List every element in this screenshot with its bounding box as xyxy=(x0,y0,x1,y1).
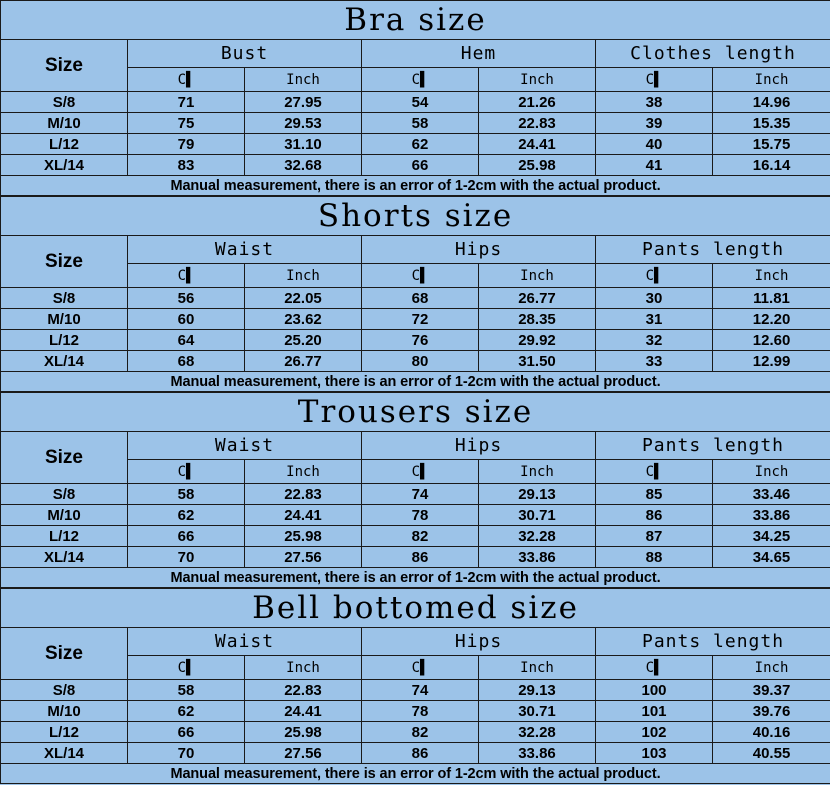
inch-value-cell: 33.86 xyxy=(713,505,830,526)
column-group-pants-length: Pants length xyxy=(596,236,830,264)
cm-value-cell: 39 xyxy=(596,113,713,134)
inch-value-cell: 33.86 xyxy=(479,743,596,764)
cm-value-cell: 56 xyxy=(128,288,245,309)
measurement-note: Manual measurement, there is an error of 1-2cm with the actual product. xyxy=(1,176,830,196)
inch-value-cell: 11.81 xyxy=(713,288,830,309)
inch-value-cell: 22.83 xyxy=(245,680,362,701)
table-row xyxy=(1,134,830,155)
table-row xyxy=(1,505,830,526)
column-group-hips: Hips xyxy=(362,236,596,264)
inch-value-cell: 24.41 xyxy=(479,134,596,155)
cm-value-cell: 58 xyxy=(128,680,245,701)
section-title-row xyxy=(1,589,830,628)
trousers-size-title: Trousers size xyxy=(1,393,830,432)
size-cell: S/8 xyxy=(1,288,128,309)
inch-value-cell: 15.35 xyxy=(713,113,830,134)
inch-value-cell: 12.99 xyxy=(713,351,830,372)
cm-value-cell: 68 xyxy=(362,288,479,309)
unit-cm: C▌ xyxy=(596,656,713,680)
inch-value-cell: 25.20 xyxy=(245,330,362,351)
shorts-size-table xyxy=(0,196,830,392)
unit-cm: C▌ xyxy=(596,460,713,484)
table-row xyxy=(1,526,830,547)
header-row xyxy=(1,40,830,68)
bell-bottomed-size-table xyxy=(0,588,830,784)
inch-value-cell: 21.26 xyxy=(479,92,596,113)
inch-value-cell: 22.83 xyxy=(245,484,362,505)
shorts-size-title: Shorts size xyxy=(1,197,830,236)
unit-inch: Inch xyxy=(479,460,596,484)
column-group-hem: Hem xyxy=(362,40,596,68)
inch-value-cell: 22.05 xyxy=(245,288,362,309)
bell-bottomed-size-title: Bell bottomed size xyxy=(1,589,830,628)
inch-value-cell: 26.77 xyxy=(245,351,362,372)
inch-value-cell: 31.10 xyxy=(245,134,362,155)
section-title-row xyxy=(1,197,830,236)
cm-value-cell: 60 xyxy=(128,309,245,330)
cm-value-cell: 41 xyxy=(596,155,713,176)
measurement-note: Manual measurement, there is an error of 1-2cm with the actual product. xyxy=(1,764,830,784)
cm-value-cell: 79 xyxy=(128,134,245,155)
note-row xyxy=(1,372,830,392)
table-row xyxy=(1,743,830,764)
cm-value-cell: 38 xyxy=(596,92,713,113)
table-row xyxy=(1,484,830,505)
size-cell: XL/14 xyxy=(1,547,128,568)
cm-value-cell: 54 xyxy=(362,92,479,113)
table-row xyxy=(1,330,830,351)
cm-value-cell: 62 xyxy=(128,505,245,526)
cm-value-cell: 100 xyxy=(596,680,713,701)
cm-value-cell: 62 xyxy=(128,701,245,722)
inch-value-cell: 39.37 xyxy=(713,680,830,701)
unit-cm: C▌ xyxy=(128,460,245,484)
inch-value-cell: 39.76 xyxy=(713,701,830,722)
inch-value-cell: 12.60 xyxy=(713,330,830,351)
size-cell: L/12 xyxy=(1,134,128,155)
cm-value-cell: 58 xyxy=(362,113,479,134)
unit-inch: Inch xyxy=(713,460,830,484)
inch-value-cell: 33.86 xyxy=(479,547,596,568)
cm-value-cell: 71 xyxy=(128,92,245,113)
inch-value-cell: 40.55 xyxy=(713,743,830,764)
cm-value-cell: 33 xyxy=(596,351,713,372)
cm-value-cell: 86 xyxy=(362,547,479,568)
bra-size-title: Bra size xyxy=(1,1,830,40)
inch-value-cell: 27.56 xyxy=(245,547,362,568)
cm-value-cell: 66 xyxy=(362,155,479,176)
inch-value-cell: 40.16 xyxy=(713,722,830,743)
cm-value-cell: 88 xyxy=(596,547,713,568)
size-cell: M/10 xyxy=(1,505,128,526)
cm-value-cell: 85 xyxy=(596,484,713,505)
column-group-pants-length: Pants length xyxy=(596,628,830,656)
size-cell: S/8 xyxy=(1,484,128,505)
inch-value-cell: 29.13 xyxy=(479,680,596,701)
table-row xyxy=(1,309,830,330)
inch-value-cell: 34.65 xyxy=(713,547,830,568)
inch-value-cell: 33.46 xyxy=(713,484,830,505)
unit-inch: Inch xyxy=(245,460,362,484)
cm-value-cell: 82 xyxy=(362,722,479,743)
unit-cm: C▌ xyxy=(362,264,479,288)
inch-value-cell: 12.20 xyxy=(713,309,830,330)
table-row xyxy=(1,701,830,722)
inch-value-cell: 16.14 xyxy=(713,155,830,176)
size-cell: S/8 xyxy=(1,92,128,113)
cm-value-cell: 74 xyxy=(362,484,479,505)
cm-value-cell: 78 xyxy=(362,505,479,526)
inch-value-cell: 14.96 xyxy=(713,92,830,113)
cm-value-cell: 64 xyxy=(128,330,245,351)
cm-value-cell: 101 xyxy=(596,701,713,722)
size-cell: L/12 xyxy=(1,330,128,351)
table-row xyxy=(1,547,830,568)
table-row xyxy=(1,155,830,176)
cm-value-cell: 80 xyxy=(362,351,479,372)
size-column-header: Size xyxy=(1,432,128,484)
size-column-header: Size xyxy=(1,236,128,288)
cm-value-cell: 83 xyxy=(128,155,245,176)
cm-value-cell: 76 xyxy=(362,330,479,351)
cm-value-cell: 66 xyxy=(128,526,245,547)
cm-value-cell: 87 xyxy=(596,526,713,547)
cm-value-cell: 70 xyxy=(128,743,245,764)
inch-value-cell: 32.68 xyxy=(245,155,362,176)
cm-value-cell: 70 xyxy=(128,547,245,568)
column-group-bust: Bust xyxy=(128,40,362,68)
inch-value-cell: 29.92 xyxy=(479,330,596,351)
table-row xyxy=(1,680,830,701)
size-cell: M/10 xyxy=(1,701,128,722)
size-cell: XL/14 xyxy=(1,743,128,764)
cm-value-cell: 86 xyxy=(362,743,479,764)
size-column-header: Size xyxy=(1,628,128,680)
cm-value-cell: 82 xyxy=(362,526,479,547)
unit-inch: Inch xyxy=(713,264,830,288)
unit-cm: C▌ xyxy=(128,656,245,680)
inch-value-cell: 30.71 xyxy=(479,505,596,526)
unit-inch: Inch xyxy=(245,68,362,92)
unit-cm: C▌ xyxy=(128,264,245,288)
size-cell: L/12 xyxy=(1,722,128,743)
table-row xyxy=(1,288,830,309)
unit-cm: C▌ xyxy=(128,68,245,92)
cm-value-cell: 72 xyxy=(362,309,479,330)
table-row xyxy=(1,113,830,134)
cm-value-cell: 74 xyxy=(362,680,479,701)
unit-cm: C▌ xyxy=(596,68,713,92)
column-group-hips: Hips xyxy=(362,432,596,460)
inch-value-cell: 31.50 xyxy=(479,351,596,372)
unit-inch: Inch xyxy=(245,264,362,288)
unit-cm: C▌ xyxy=(362,460,479,484)
inch-value-cell: 27.56 xyxy=(245,743,362,764)
cm-value-cell: 68 xyxy=(128,351,245,372)
size-cell: M/10 xyxy=(1,113,128,134)
column-group-waist: Waist xyxy=(128,236,362,264)
inch-value-cell: 27.95 xyxy=(245,92,362,113)
inch-value-cell: 32.28 xyxy=(479,526,596,547)
unit-inch: Inch xyxy=(479,68,596,92)
size-cell: XL/14 xyxy=(1,351,128,372)
cm-value-cell: 75 xyxy=(128,113,245,134)
measurement-note: Manual measurement, there is an error of 1-2cm with the actual product. xyxy=(1,372,830,392)
cm-value-cell: 66 xyxy=(128,722,245,743)
column-group-waist: Waist xyxy=(128,432,362,460)
note-row xyxy=(1,764,830,784)
cm-value-cell: 58 xyxy=(128,484,245,505)
cm-value-cell: 62 xyxy=(362,134,479,155)
bra-size-table xyxy=(0,0,830,196)
inch-value-cell: 25.98 xyxy=(245,526,362,547)
size-cell: L/12 xyxy=(1,526,128,547)
size-column-header: Size xyxy=(1,40,128,92)
cm-value-cell: 102 xyxy=(596,722,713,743)
column-group-clothes-length: Clothes length xyxy=(596,40,830,68)
note-row xyxy=(1,568,830,588)
inch-value-cell: 30.71 xyxy=(479,701,596,722)
unit-cm: C▌ xyxy=(362,68,479,92)
column-group-hips: Hips xyxy=(362,628,596,656)
unit-inch: Inch xyxy=(713,656,830,680)
unit-cm: C▌ xyxy=(596,264,713,288)
unit-inch: Inch xyxy=(479,656,596,680)
trousers-size-table xyxy=(0,392,830,588)
cm-value-cell: 32 xyxy=(596,330,713,351)
note-row xyxy=(1,176,830,196)
table-row xyxy=(1,92,830,113)
section-title-row xyxy=(1,393,830,432)
unit-inch: Inch xyxy=(479,264,596,288)
inch-value-cell: 34.25 xyxy=(713,526,830,547)
measurement-note: Manual measurement, there is an error of 1-2cm with the actual product. xyxy=(1,568,830,588)
size-cell: XL/14 xyxy=(1,155,128,176)
table-row xyxy=(1,351,830,372)
column-group-waist: Waist xyxy=(128,628,362,656)
cm-value-cell: 78 xyxy=(362,701,479,722)
header-row xyxy=(1,628,830,656)
cm-value-cell: 31 xyxy=(596,309,713,330)
inch-value-cell: 25.98 xyxy=(245,722,362,743)
table-row xyxy=(1,722,830,743)
inch-value-cell: 29.13 xyxy=(479,484,596,505)
column-group-pants-length: Pants length xyxy=(596,432,830,460)
unit-cm: C▌ xyxy=(362,656,479,680)
unit-inch: Inch xyxy=(245,656,362,680)
inch-value-cell: 28.35 xyxy=(479,309,596,330)
cm-value-cell: 86 xyxy=(596,505,713,526)
inch-value-cell: 25.98 xyxy=(479,155,596,176)
cm-value-cell: 40 xyxy=(596,134,713,155)
inch-value-cell: 22.83 xyxy=(479,113,596,134)
inch-value-cell: 23.62 xyxy=(245,309,362,330)
section-title-row xyxy=(1,1,830,40)
inch-value-cell: 15.75 xyxy=(713,134,830,155)
size-cell: M/10 xyxy=(1,309,128,330)
header-row xyxy=(1,236,830,264)
unit-inch: Inch xyxy=(713,68,830,92)
inch-value-cell: 26.77 xyxy=(479,288,596,309)
size-cell: S/8 xyxy=(1,680,128,701)
inch-value-cell: 24.41 xyxy=(245,701,362,722)
cm-value-cell: 30 xyxy=(596,288,713,309)
cm-value-cell: 103 xyxy=(596,743,713,764)
inch-value-cell: 32.28 xyxy=(479,722,596,743)
inch-value-cell: 29.53 xyxy=(245,113,362,134)
inch-value-cell: 24.41 xyxy=(245,505,362,526)
header-row xyxy=(1,432,830,460)
